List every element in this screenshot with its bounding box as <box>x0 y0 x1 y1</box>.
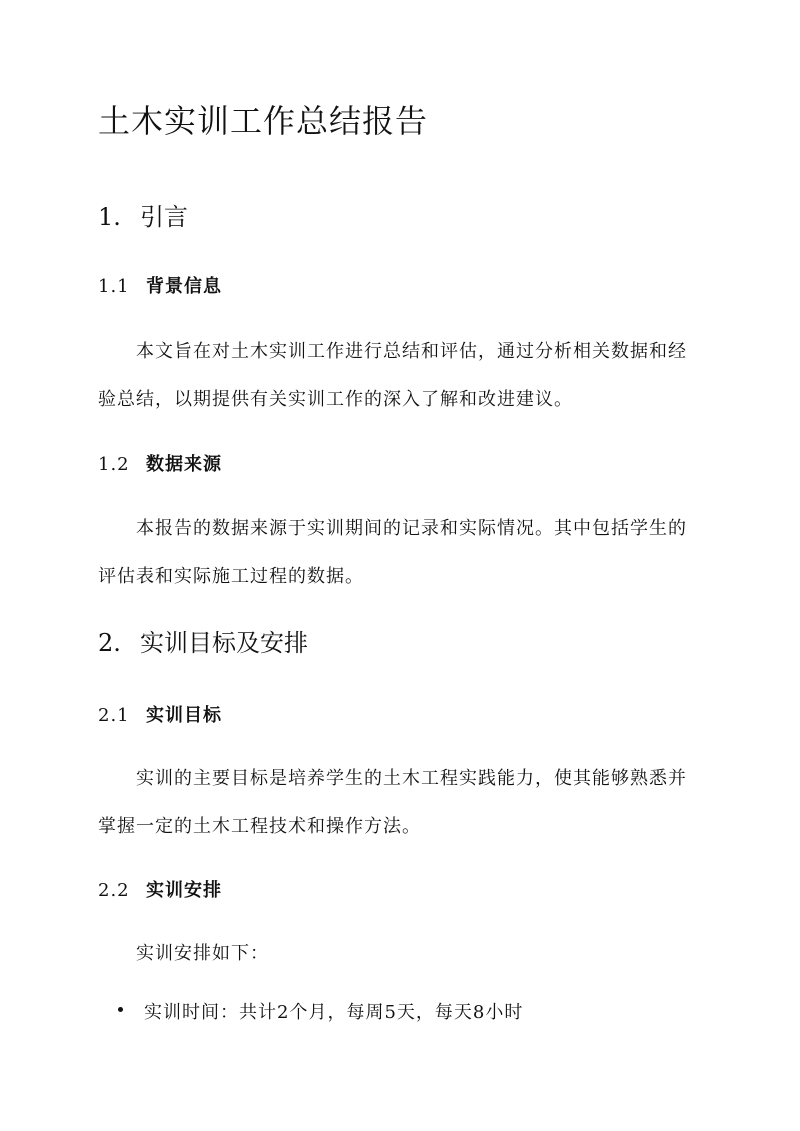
paragraph: 实训的主要目标是培养学生的土木工程实践能力，使其能够熟悉并掌握一定的土木工程技术和操作方法。 <box>98 768 687 837</box>
subsection-heading <box>98 876 222 902</box>
bullet-icon <box>118 1007 123 1012</box>
subsection-title: 数据来源 <box>146 454 222 475</box>
subsection-title: 背景信息 <box>146 276 222 297</box>
section-number: 2. <box>98 629 121 657</box>
list-item <box>116 998 523 1024</box>
paragraph: 本报告的数据来源于实训期间的记录和实际情况。其中包括学生的评估表和实际施工过程的数据。 <box>98 518 687 587</box>
subsection-title: 实训目标 <box>146 705 222 726</box>
subsection-number: 2.2 <box>98 880 130 901</box>
subsection-number: 2.1 <box>98 705 130 726</box>
bullet-list <box>116 998 523 1024</box>
subsection-heading <box>98 272 222 298</box>
section-number: 1. <box>98 203 121 231</box>
paragraph: 本文旨在对土木实训工作进行总结和评估，通过分析相关数据和经验总结，以期提供有关实训工作的深入了解和改进建议。 <box>98 341 687 410</box>
subsection-heading <box>98 701 222 727</box>
paragraph: 实训安排如下： <box>136 943 269 964</box>
document-title: 土木实训工作总结报告 <box>98 102 429 140</box>
section-heading <box>98 623 308 658</box>
subsection-title: 实训安排 <box>146 880 222 901</box>
subsection-heading <box>98 450 222 476</box>
subsection-number: 1.1 <box>98 276 130 297</box>
subsection-number: 1.2 <box>98 454 130 475</box>
section-heading <box>98 197 188 232</box>
section-title: 实训目标及安排 <box>140 629 308 657</box>
section-title: 引言 <box>140 203 188 231</box>
list-item-text: 实训时间：共计2个月，每周5天，每天8小时 <box>144 1002 524 1023</box>
